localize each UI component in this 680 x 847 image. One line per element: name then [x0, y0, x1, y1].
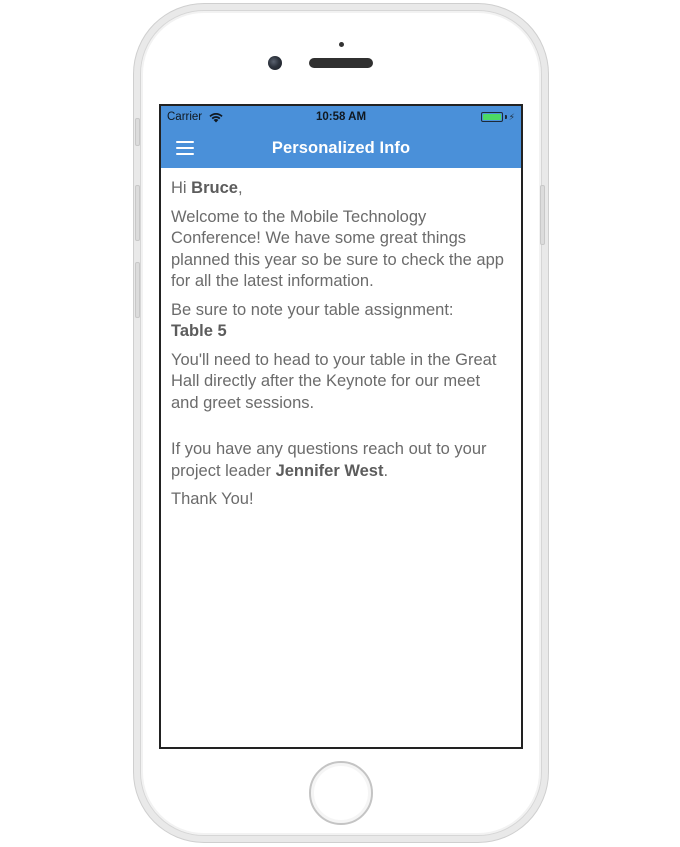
battery-icon — [481, 112, 503, 122]
closing-text: Thank You! — [171, 490, 254, 508]
hamburger-icon-line — [176, 147, 194, 149]
power-button — [540, 185, 545, 245]
battery-tip — [505, 115, 507, 119]
volume-up-button — [135, 185, 140, 241]
status-bar — [161, 106, 521, 128]
nav-bar — [161, 128, 521, 168]
hamburger-icon-line — [176, 141, 194, 143]
message-content — [161, 168, 521, 511]
earpiece-speaker — [309, 58, 373, 68]
hamburger-menu-button[interactable] — [175, 139, 195, 157]
battery-indicator — [481, 112, 515, 123]
greeting-prefix: Hi — [171, 179, 192, 197]
carrier-label: Carrier — [167, 111, 203, 123]
greeting — [171, 178, 511, 200]
leader-name: Jennifer West — [275, 461, 384, 480]
instructions-paragraph: You'll need to head to your table in the Great Hall directly after the Keynote for our meet and greet sessions. — [171, 350, 497, 412]
user-name: Bruce — [191, 179, 238, 197]
front-camera-icon — [268, 56, 282, 70]
table-note: Be sure to note your table assignment: — [171, 300, 454, 319]
wifi-icon — [208, 112, 224, 123]
welcome-paragraph: Welcome to the Mobile Technology Conference! We have some great things planned this year so be sure to check the app for all the latest information. — [171, 207, 504, 290]
spacer — [171, 421, 511, 439]
table-paragraph — [171, 300, 511, 343]
greeting-suffix: , — [237, 179, 243, 197]
home-button[interactable] — [309, 761, 373, 825]
questions-prefix: If you have any questions reach out to your project leader — [171, 440, 487, 480]
battery-level — [483, 114, 501, 120]
hamburger-icon-line — [176, 153, 194, 155]
table-assignment: Table 5 — [171, 322, 227, 340]
questions-suffix: . — [383, 461, 389, 480]
ringer-switch — [135, 118, 140, 146]
status-time: 10:58 AM — [315, 111, 367, 123]
proximity-sensor — [339, 42, 344, 47]
app-screen — [159, 104, 523, 749]
charging-bolt-icon: ⚡ — [508, 111, 515, 122]
volume-down-button — [135, 262, 140, 318]
status-left — [167, 111, 224, 123]
page-title: Personalized Info — [271, 138, 411, 157]
questions-paragraph — [171, 439, 511, 482]
